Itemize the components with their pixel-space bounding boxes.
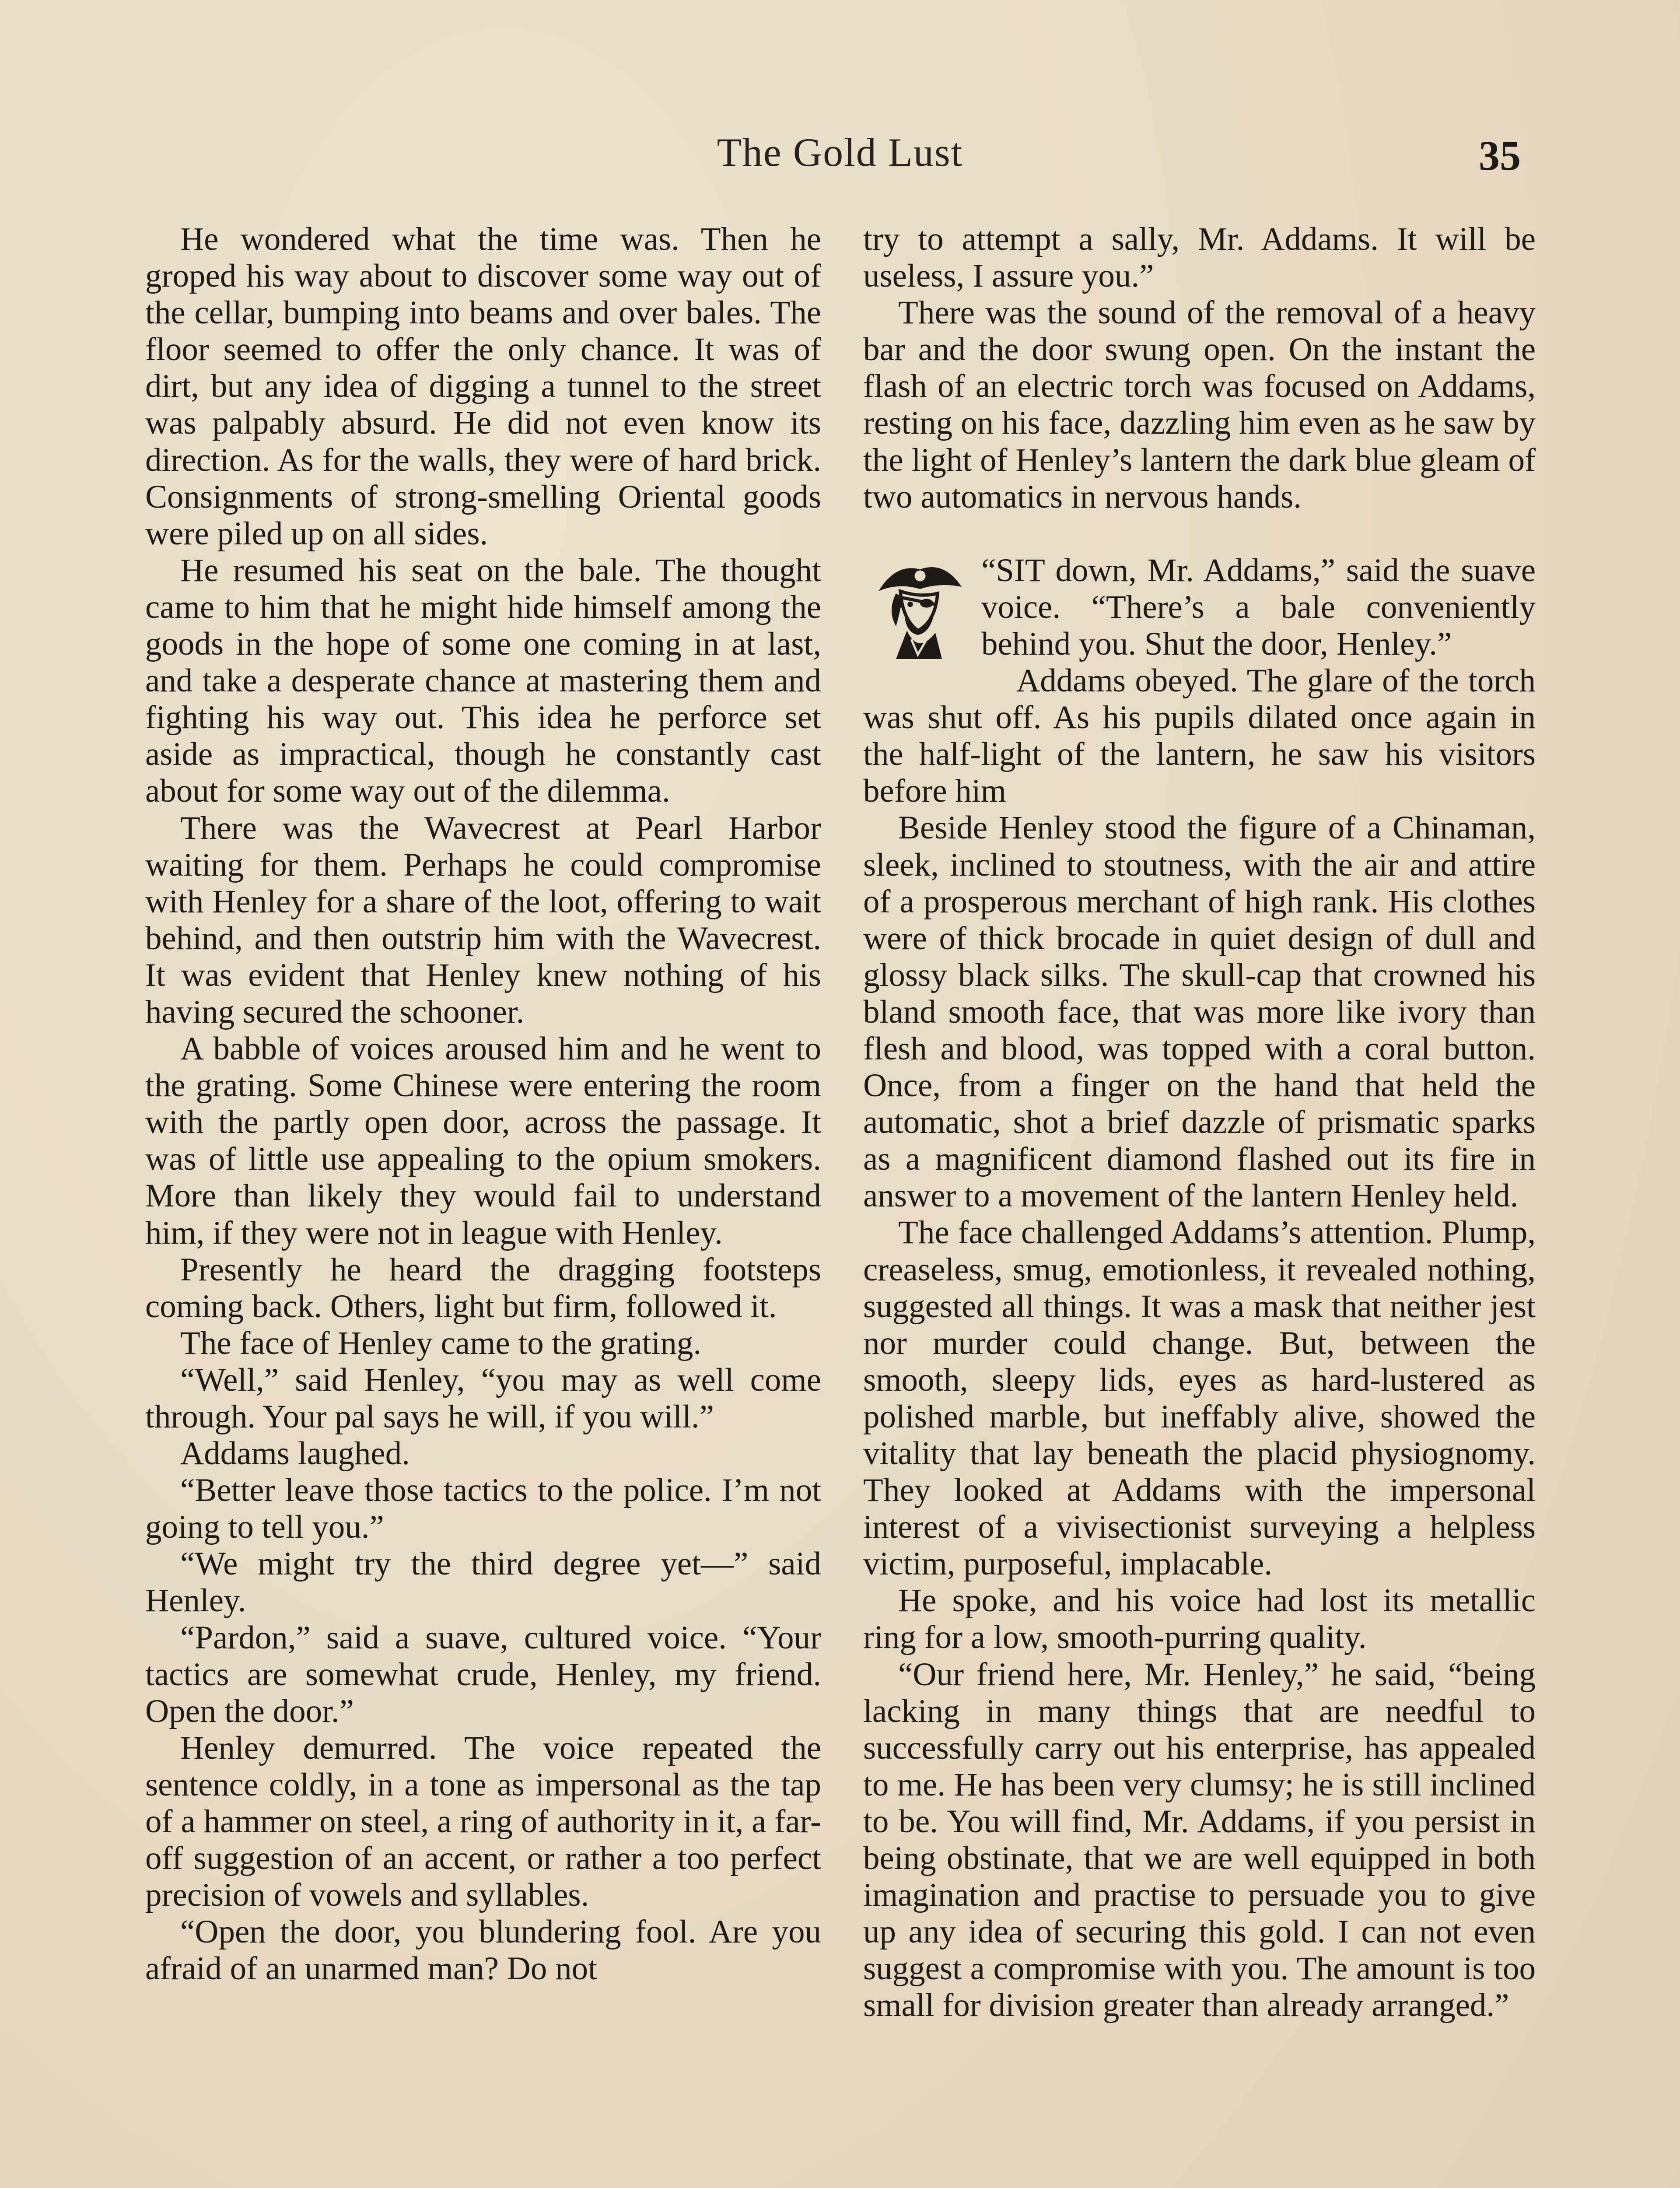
page-number: 35 xyxy=(1479,132,1521,179)
paragraph: “Pardon,” said a suave, cultured voice. “Your tactics are somewhat crude, Henley, my friend. Open the door.” xyxy=(145,1619,821,1729)
paragraph: He resumed his seat on the bale. The thought came to him that he might hide himself among the goods in the hope of some one coming in at last, and take a desperate chance at mastering them and fighting his way out. This idea he perforce set aside as impractical, though he constantly cast about for some way out of the dilemma. xyxy=(145,552,821,810)
paragraph: There was the Wavecrest at Pearl Harbor waiting for them. Perhaps he could compromise with Henley for a share of the loot, offering to wait behind, and then outstrip him with the Wavecrest. It was evident that Henley knew nothing of his having secured the schooner. xyxy=(145,810,821,1030)
paragraph: The face of Henley came to the grating. xyxy=(180,1325,702,1361)
paragraph: “We might try the third degree yet—” said Henley. xyxy=(145,1546,821,1619)
paragraph: “Open the door, you blundering fool. Are you afraid of an unarmed man? Do not xyxy=(145,1914,821,1987)
paragraph: He wondered what the time was. Then he groped his way about to discover some way out of the cellar, bumping into beams and over bales. The floor seemed to offer the only chance. It was of dirt, but any idea of digging a tunnel to the street was palpably absurd. He did not even know its direction. As for the walls, they were of hard brick. Consignments of strong-smelling Oriental goods were piled up on all sides. xyxy=(145,221,821,552)
paragraph: Beside Henley stood the figure of a Chinaman, sleek, inclined to stoutness, with the air and attire of a prosperous merchant of high rank. His clothes were of thick brocade in quiet design of dull and glossy black silks. The skull-cap that crowned his bland smooth face, that was more like ivory than flesh and blood, was topped with a coral button. Once, from a finger on the hand that held the automatic, shot a brief dazzle of prismatic sparks as a magnificent diamond flashed out its fire in answer to a movement of the lantern Henley held. xyxy=(863,810,1536,1214)
paragraph: He spoke, and his voice had lost its metallic ring for a low, smooth-purring quality. xyxy=(863,1582,1536,1656)
ornament-paragraph xyxy=(863,552,1536,663)
paragraph: Addams laughed. xyxy=(180,1435,410,1472)
paragraph: Addams obeyed. The glare of the torch was shut off. As his pupils dilated once again in the half-light of the lantern, he saw his visitors before him xyxy=(863,663,1536,810)
paragraph: The face challenged Addams’s attention. Plump, creaseless, smug, emotionless, it revealed nothing, suggested all things. It was a mask that neither jest nor murder could change. But, between the smooth, sleepy lids, eyes as hard-lustered as polished marble, but ineffably alive, showed the vitality that lay beneath the placid physiognomy. They looked at Addams with the impersonal interest of a vivisectionist surveying a helpless victim, purposeful, implacable. xyxy=(863,1214,1536,1582)
paragraph: There was the sound of the removal of a heavy bar and the door swung open. On the instant the flash of an electric torch was focused on Addams, resting on his face, dazzling him even as he saw by the light of Henley’s lantern the dark blue gleam of two automatics in nervous hands. xyxy=(863,295,1536,515)
running-header-title: The Gold Lust xyxy=(717,130,963,175)
paragraph-continuation: try to attempt a sally, Mr. Addams. It will be useless, I assure you.” xyxy=(863,221,1536,295)
paragraph: “Well,” said Henley, “you may as well come through. Your pal says he will, if you will.” xyxy=(145,1361,821,1435)
pirate-head-ornament-icon xyxy=(863,554,973,663)
paragraph: “Better leave those tactics to the police. I’m not going to tell you.” xyxy=(145,1472,821,1546)
paragraph: A babble of voices aroused him and he went to the grating. Some Chinese were entering the room with the partly open door, across the passage. It was of little use appealing to the opium smokers. More than likely they would fail to understand him, if they were not in league with Henley. xyxy=(145,1031,821,1251)
ornament-paragraph-text: “SIT down, Mr. Addams,” said the suave voice. “There’s a bale conveniently behind you. Shut the door, Henley.” xyxy=(981,552,1536,662)
paragraph: “Our friend here, Mr. Henley,” he said, “being lacking in many things that are needful to successfully carry out his enterprise, has appealed to me. He has been very clumsy; he is still inclined to be. You will find, Mr. Addams, if you persist in being obstinate, that we are well equipped in both imagination and practise to persuade you to give up any idea of securing this gold. I can not even suggest a compromise with you. The amount is too small for division greater than already arranged.” xyxy=(863,1656,1536,2024)
left-column xyxy=(145,221,821,1988)
paragraph: Presently he heard the dragging footsteps coming back. Others, light but firm, followed it. xyxy=(145,1251,821,1325)
right-column xyxy=(863,221,1536,2024)
paragraph: Henley demurred. The voice repeated the sentence coldly, in a tone as impersonal as the tap of a hammer on steel, a ring of authority in it, a far-off suggestion of an accent, or rather a too perfect precision of vowels and syllables. xyxy=(145,1729,821,1914)
